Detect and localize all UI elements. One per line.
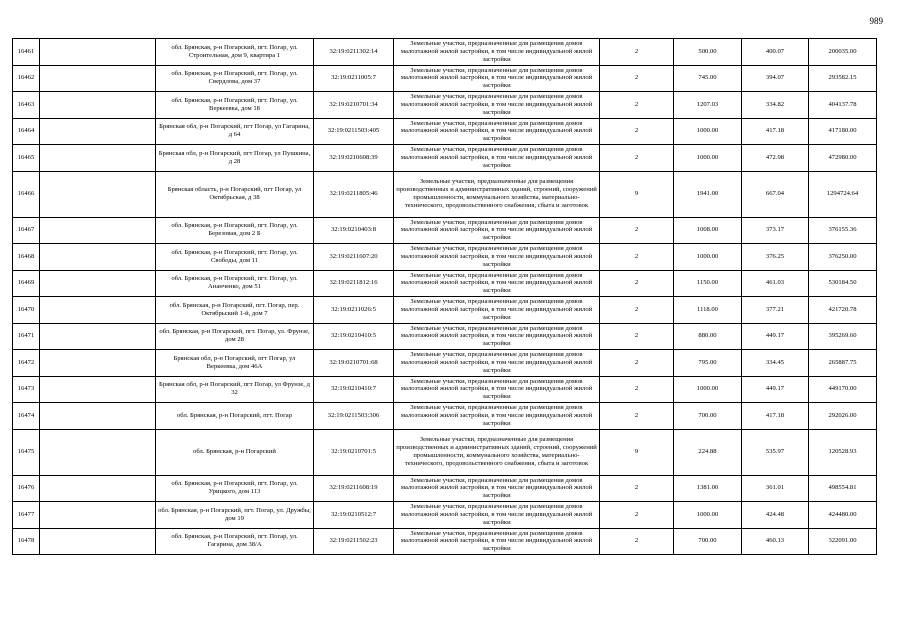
area-cell: 795.00 [674, 350, 742, 377]
land-use-cell: Земельные участки, предназначенные для размещения домов малоэтажной жилой застройки, в том числе индивидуальной жилой застройки [394, 376, 600, 403]
row-number: 16461 [13, 39, 40, 66]
address-cell: обл. Брянская, р-н Погарский, пгт. Погар, пер. Октябрьский 1-й, дом 7 [156, 297, 314, 324]
area-cell: 880.00 [674, 323, 742, 350]
land-use-cell: Земельные участки, предназначенные для размещения домов малоэтажной жилой застройки, в том числе индивидуальной жилой застройки [394, 403, 600, 430]
row-number: 16474 [13, 403, 40, 430]
cadastral-value-cell: 449170.00 [809, 376, 877, 403]
area-cell: 1008.00 [674, 217, 742, 244]
cadastral-number-cell: 32:19:0211503:306 [314, 403, 394, 430]
cadastral-value-cell: 1294724.64 [809, 171, 877, 217]
group-cell: 2 [600, 323, 674, 350]
group-cell: 2 [600, 92, 674, 119]
specific-value-cell: 472.98 [742, 145, 809, 172]
row-number: 16462 [13, 65, 40, 92]
specific-value-cell: 373.17 [742, 217, 809, 244]
row-number: 16464 [13, 118, 40, 145]
area-cell: 224.88 [674, 429, 742, 475]
group-cell: 2 [600, 376, 674, 403]
table-row [13, 171, 877, 217]
cadastral-value-table [12, 38, 877, 555]
address-cell: обл. Брянская, р-н Погарский, пгт. Погар, ул. Дружбы, дом 19 [156, 502, 314, 529]
spacer-cell [40, 403, 156, 430]
land-use-cell: Земельные участки, предназначенные для размещения домов малоэтажной жилой застройки, в том числе индивидуальной жилой застройки [394, 145, 600, 172]
area-cell: 1941.00 [674, 171, 742, 217]
cadastral-value-cell: 293582.15 [809, 65, 877, 92]
address-cell: обл. Брянская, р-н Погарский, пгт. Погар, ул. Фрунзе, дом 28 [156, 323, 314, 350]
area-cell: 1000.00 [674, 376, 742, 403]
land-use-cell: Земельные участки, предназначенные для размещения домов малоэтажной жилой застройки, в том числе индивидуальной жилой застройки [394, 217, 600, 244]
specific-value-cell: 417.18 [742, 118, 809, 145]
land-use-cell: Земельные участки, предназначенные для размещения домов малоэтажной жилой застройки, в том числе индивидуальной жилой застройки [394, 297, 600, 324]
cadastral-number-cell: 32:19:0211302:14 [314, 39, 394, 66]
spacer-cell [40, 350, 156, 377]
land-use-cell: Земельные участки, предназначенные для размещения домов малоэтажной жилой застройки, в том числе индивидуальной жилой застройки [394, 475, 600, 502]
cadastral-number-cell: 32:19:0210701:5 [314, 429, 394, 475]
cadastral-number-cell: 32:19:0210403:8 [314, 217, 394, 244]
address-cell: обл. Брянская, р-н Погарский, пгт. Погар, ул. Березовая, дом 2 Б [156, 217, 314, 244]
address-cell: обл. Брянская, р-н Погарский, пгт. Погар [156, 403, 314, 430]
cadastral-value-cell: 376155.36 [809, 217, 877, 244]
cadastral-number-cell: 32:19:0211608:19 [314, 475, 394, 502]
cadastral-value-cell: 120528.93 [809, 429, 877, 475]
cadastral-value-cell: 200035.00 [809, 39, 877, 66]
group-cell: 2 [600, 244, 674, 271]
group-cell: 2 [600, 502, 674, 529]
land-use-cell: Земельные участки, предназначенные для размещения производственных и административных зданий, строений, сооружений промышленности, коммунального хозяйства, материально-технического, продовольственного снабжения, сбыта и заготовок [394, 429, 600, 475]
group-cell: 2 [600, 145, 674, 172]
specific-value-cell: 461.03 [742, 270, 809, 297]
table-row [13, 244, 877, 271]
row-number: 16471 [13, 323, 40, 350]
area-cell: 1381.00 [674, 475, 742, 502]
spacer-cell [40, 323, 156, 350]
land-use-cell: Земельные участки, предназначенные для размещения домов малоэтажной жилой застройки, в том числе индивидуальной жилой застройки [394, 323, 600, 350]
spacer-cell [40, 297, 156, 324]
row-number: 16473 [13, 376, 40, 403]
land-use-cell: Земельные участки, предназначенные для размещения домов малоэтажной жилой застройки, в том числе индивидуальной жилой застройки [394, 118, 600, 145]
cadastral-value-cell: 265887.75 [809, 350, 877, 377]
land-use-cell: Земельные участки, предназначенные для размещения домов малоэтажной жилой застройки, в том числе индивидуальной жилой застройки [394, 244, 600, 271]
cadastral-value-cell: 322091.00 [809, 528, 877, 555]
cadastral-number-cell: 32:19:0210512:7 [314, 502, 394, 529]
area-cell: 1150.00 [674, 270, 742, 297]
area-cell: 1118.00 [674, 297, 742, 324]
row-number: 16478 [13, 528, 40, 555]
cadastral-value-cell: 530184.50 [809, 270, 877, 297]
cadastral-number-cell: 32:19:0211607:20 [314, 244, 394, 271]
specific-value-cell: 376.25 [742, 244, 809, 271]
specific-value-cell: 394.07 [742, 65, 809, 92]
row-number: 16470 [13, 297, 40, 324]
group-cell: 2 [600, 350, 674, 377]
row-number: 16477 [13, 502, 40, 529]
row-number: 16475 [13, 429, 40, 475]
address-cell: Брянская область, р-н Погарский, пгт Погар, ул Октябрьская, д 38 [156, 171, 314, 217]
spacer-cell [40, 39, 156, 66]
area-cell: 1207.03 [674, 92, 742, 119]
spacer-cell [40, 502, 156, 529]
row-number: 16463 [13, 92, 40, 119]
area-cell: 700.00 [674, 528, 742, 555]
cadastral-value-cell: 292026.00 [809, 403, 877, 430]
address-cell: Брянская обл, р-н Погарский, пгт Погар, ул Гагарина, д 64 [156, 118, 314, 145]
area-cell: 1000.00 [674, 244, 742, 271]
cadastral-value-cell: 395269.60 [809, 323, 877, 350]
table-row [13, 92, 877, 119]
cadastral-number-cell: 32:19:0210701:68 [314, 350, 394, 377]
group-cell: 2 [600, 217, 674, 244]
table-body [13, 39, 877, 555]
table-row [13, 403, 877, 430]
group-cell: 2 [600, 528, 674, 555]
row-number: 16468 [13, 244, 40, 271]
group-cell: 9 [600, 171, 674, 217]
specific-value-cell: 449.17 [742, 323, 809, 350]
cadastral-number-cell: 32:19:0210608:39 [314, 145, 394, 172]
group-cell: 2 [600, 403, 674, 430]
area-cell: 1000.00 [674, 118, 742, 145]
spacer-cell [40, 65, 156, 92]
cadastral-number-cell: 32:19:0211503:405 [314, 118, 394, 145]
group-cell: 2 [600, 118, 674, 145]
cadastral-number-cell: 32:19:0210410:5 [314, 323, 394, 350]
cadastral-value-cell: 498554.81 [809, 475, 877, 502]
land-use-cell: Земельные участки, предназначенные для размещения домов малоэтажной жилой застройки, в том числе индивидуальной жилой застройки [394, 528, 600, 555]
table-row [13, 145, 877, 172]
land-use-cell: Земельные участки, предназначенные для размещения производственных и административных зданий, строений, сооружений промышленности, коммунального хозяйства, материально-технического, продовольственного снабжения, сбыта и заготовок [394, 171, 600, 217]
area-cell: 745.00 [674, 65, 742, 92]
specific-value-cell: 667.04 [742, 171, 809, 217]
cadastral-value-cell: 472980.00 [809, 145, 877, 172]
group-cell: 9 [600, 429, 674, 475]
area-cell: 700.00 [674, 403, 742, 430]
table-row [13, 429, 877, 475]
address-cell: обл. Брянская, р-н Погарский [156, 429, 314, 475]
specific-value-cell: 334.82 [742, 92, 809, 119]
cadastral-number-cell: 32:19:0210410:7 [314, 376, 394, 403]
specific-value-cell: 400.07 [742, 39, 809, 66]
row-number: 16465 [13, 145, 40, 172]
row-number: 16476 [13, 475, 40, 502]
land-use-cell: Земельные участки, предназначенные для размещения домов малоэтажной жилой застройки, в том числе индивидуальной жилой застройки [394, 270, 600, 297]
address-cell: обл. Брянская, р-н Погарский, пгт. Погар, ул. Гагарина, дом 38/А [156, 528, 314, 555]
group-cell: 2 [600, 270, 674, 297]
row-number: 16466 [13, 171, 40, 217]
table-row [13, 297, 877, 324]
page-number: 989 [869, 16, 883, 26]
spacer-cell [40, 217, 156, 244]
spacer-cell [40, 475, 156, 502]
table-row [13, 217, 877, 244]
land-use-cell: Земельные участки, предназначенные для размещения домов малоэтажной жилой застройки, в том числе индивидуальной жилой застройки [394, 39, 600, 66]
cadastral-number-cell: 32:19:0211812:16 [314, 270, 394, 297]
specific-value-cell: 417.18 [742, 403, 809, 430]
address-cell: обл. Брянская, р-н Погарский, пгт. Погар, ул. Веркеевка, дом 18 [156, 92, 314, 119]
group-cell: 2 [600, 65, 674, 92]
land-use-cell: Земельные участки, предназначенные для размещения домов малоэтажной жилой застройки, в том числе индивидуальной жилой застройки [394, 92, 600, 119]
table-row [13, 270, 877, 297]
spacer-cell [40, 429, 156, 475]
address-cell: обл. Брянская, р-н Погарский, пгт. Погар, ул. Строительная, дом 9, квартира 1 [156, 39, 314, 66]
address-cell: Брянская обл, р-н Погарский, пгт Погар, ул Веркеевка, дом 46А [156, 350, 314, 377]
specific-value-cell: 460.13 [742, 528, 809, 555]
spacer-cell [40, 244, 156, 271]
specific-value-cell: 424.48 [742, 502, 809, 529]
area-cell: 1000.00 [674, 145, 742, 172]
spacer-cell [40, 145, 156, 172]
address-cell: обл. Брянская, р-н Погарский, пгт. Погар, ул. Свердлова, дом 37 [156, 65, 314, 92]
cadastral-value-cell: 404137.78 [809, 92, 877, 119]
row-number: 16472 [13, 350, 40, 377]
address-cell: Брянская обл, р-н Погарский, пгт Погар, ул Фрунзе, д 32 [156, 376, 314, 403]
cadastral-value-cell: 424480.00 [809, 502, 877, 529]
table-row [13, 65, 877, 92]
table-row [13, 475, 877, 502]
spacer-cell [40, 376, 156, 403]
table-row [13, 350, 877, 377]
land-use-cell: Земельные участки, предназначенные для размещения домов малоэтажной жилой застройки, в том числе индивидуальной жилой застройки [394, 65, 600, 92]
specific-value-cell: 361.01 [742, 475, 809, 502]
spacer-cell [40, 171, 156, 217]
group-cell: 2 [600, 475, 674, 502]
table-row [13, 323, 877, 350]
spacer-cell [40, 92, 156, 119]
cadastral-number-cell: 32:19:0211005:7 [314, 65, 394, 92]
land-use-cell: Земельные участки, предназначенные для размещения домов малоэтажной жилой застройки, в том числе индивидуальной жилой застройки [394, 502, 600, 529]
cadastral-number-cell: 32:19:0211805:46 [314, 171, 394, 217]
spacer-cell [40, 528, 156, 555]
table-row [13, 502, 877, 529]
area-cell: 1000.00 [674, 502, 742, 529]
group-cell: 2 [600, 297, 674, 324]
address-cell: обл. Брянская, р-н Погарский, пгт. Погар, ул. Ананченко, дом 51 [156, 270, 314, 297]
specific-value-cell: 535.97 [742, 429, 809, 475]
row-number: 16469 [13, 270, 40, 297]
cadastral-value-cell: 417180.00 [809, 118, 877, 145]
cadastral-value-cell: 376250.00 [809, 244, 877, 271]
table-row [13, 39, 877, 66]
cadastral-value-cell: 421720.78 [809, 297, 877, 324]
cadastral-number-cell: 32:19:0210701:34 [314, 92, 394, 119]
specific-value-cell: 449.17 [742, 376, 809, 403]
row-number: 16467 [13, 217, 40, 244]
spacer-cell [40, 270, 156, 297]
table-row [13, 376, 877, 403]
table-row [13, 118, 877, 145]
specific-value-cell: 377.21 [742, 297, 809, 324]
address-cell: Брянская обл, р-н Погарский, пгт Погар, ул Пушкина, д 28 [156, 145, 314, 172]
address-cell: обл. Брянская, р-н Погарский, пгт. Погар, ул. Урицкого, дом 113 [156, 475, 314, 502]
group-cell: 2 [600, 39, 674, 66]
area-cell: 500.00 [674, 39, 742, 66]
table-row [13, 528, 877, 555]
address-cell: обл. Брянская, р-н Погарский, пгт. Погар, ул. Свободы, дом 11 [156, 244, 314, 271]
land-use-cell: Земельные участки, предназначенные для размещения домов малоэтажной жилой застройки, в том числе индивидуальной жилой застройки [394, 350, 600, 377]
cadastral-number-cell: 32:19:0211502:23 [314, 528, 394, 555]
specific-value-cell: 334.45 [742, 350, 809, 377]
spacer-cell [40, 118, 156, 145]
cadastral-number-cell: 32:19:0211026:5 [314, 297, 394, 324]
